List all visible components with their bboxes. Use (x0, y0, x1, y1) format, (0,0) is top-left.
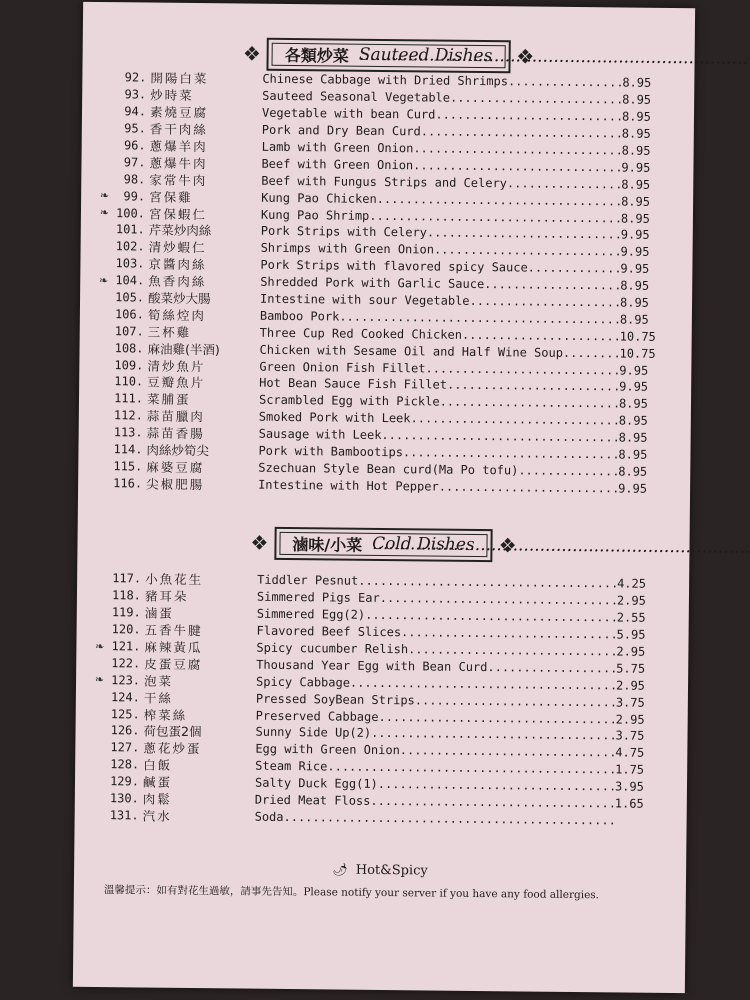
item-name-en-text: Shrimps with Green Onion (260, 241, 435, 257)
item-number: 106. (114, 307, 144, 322)
item-price: 8.95 (618, 396, 648, 412)
item-name-en-text: Tiddler Pesnut (257, 573, 359, 589)
item-name-en-text: Intestine with sour Vegetable (260, 291, 470, 308)
item-name-zh: 清炒魚片 (147, 358, 206, 374)
item-number: 111. (114, 391, 144, 406)
item-price: 2.95 (615, 678, 646, 693)
item-name-en-text: Smoked Pork with Leek (258, 409, 411, 426)
item-price: 8.95 (621, 109, 651, 124)
item-name-zh: 尖椒肥腸 (146, 476, 205, 492)
item-number: 107. (114, 323, 144, 339)
item-name-zh: 三杯雞 (147, 324, 192, 340)
item-price: 9.95 (619, 379, 649, 395)
item-name-zh: 宮保蝦仁 (148, 206, 208, 222)
item-number: 126. (110, 723, 140, 738)
item-price: 8.95 (620, 211, 650, 226)
item-number: 93. (124, 87, 147, 102)
item-name-en-text: Kung Pao Shrimp (260, 207, 370, 223)
item-price: 10.75 (619, 346, 656, 361)
item-name-zh: 五香牛腱 (144, 622, 203, 639)
item-price: 8.95 (618, 430, 648, 445)
item-number: 130. (109, 791, 139, 806)
item-number: 122. (111, 656, 141, 671)
item-name-en-text: Flavored Beef Slices (256, 623, 402, 640)
item-name-zh: 麻辣黃瓜 (144, 639, 203, 656)
item-number: 98. (123, 172, 146, 187)
item-price: 9.95 (620, 227, 650, 243)
item-number: 118. (111, 588, 142, 603)
ornament-icon: ❖ (516, 44, 535, 69)
item-name-en-text: Beef with Fungus Strips and Celery (261, 173, 508, 191)
item-name-en-text: Soda (254, 809, 284, 824)
item-price: 8.95 (622, 92, 652, 108)
item-name-en-text: Preserved Cabbage (255, 708, 379, 724)
item-number: 101. (115, 222, 145, 237)
item-price: 3.75 (615, 728, 645, 744)
item-price: 8.95 (618, 464, 648, 479)
item-name-zh: 泡菜 (143, 673, 174, 689)
item-price: 10.75 (619, 329, 656, 344)
item-price: 8.95 (619, 312, 649, 327)
item-name-zh: 蒜苗臘肉 (146, 408, 205, 425)
item-price: 4.25 (617, 576, 647, 592)
chili-pepper-icon: ❧ (99, 206, 110, 220)
item-name-zh: 炒時菜 (150, 87, 194, 104)
item-number: 115. (113, 459, 143, 474)
section-title-en: ..... Cold Dishes (372, 534, 475, 555)
item-name-en-text: Egg with Green Onion (255, 742, 400, 758)
item-name-en-text: Pork with Bambootips (258, 443, 404, 460)
item-name-en-text: Three Cup Red Cooked Chicken (259, 325, 463, 342)
cold-dishes-list (75, 570, 690, 830)
item-name-zh: 素燒豆腐 (149, 104, 209, 121)
item-name-zh: 麻油雞(半酒) (147, 341, 220, 357)
ornament-icon: ❖ (498, 533, 517, 558)
item-number: 113. (113, 425, 143, 440)
item-name-en-text: Scrambled Egg with Pickle (258, 393, 440, 409)
item-name-en-text: Sausage with Leek (258, 426, 382, 443)
section-title-frame (274, 526, 493, 561)
item-number: 97. (123, 155, 146, 170)
item-number: 114. (113, 442, 143, 457)
item-number: 100. (115, 205, 146, 221)
item-number: 104. (115, 273, 145, 288)
item-name-zh: 蔥爆羊肉 (149, 138, 208, 155)
item-name-en-text: Lamb with Green Onion (261, 139, 414, 156)
item-name-en-text: Vegetable with bean Curd (261, 105, 436, 122)
item-price: 3.95 (614, 779, 644, 794)
item-price: 3.75 (615, 695, 645, 710)
item-name-en-text: Hot Bean Sauce Fish Fillet (259, 376, 448, 393)
item-name-zh: 筍絲焢肉 (147, 307, 206, 324)
item-price: 9.95 (619, 363, 649, 378)
item-name-zh: 香干肉絲 (149, 121, 208, 138)
item-number: 95. (124, 121, 146, 136)
item-price: 2.95 (615, 712, 645, 727)
item-name-zh: 開陽白菜 (150, 70, 209, 87)
item-number: 94. (124, 104, 147, 119)
item-price: 9.95 (620, 244, 650, 260)
item-number: 119. (111, 605, 141, 620)
item-price: 2.95 (616, 644, 646, 659)
item-name-zh: 豬耳朵 (144, 588, 189, 605)
item-name-en-text: Pork and Dry Bean Curd (261, 122, 421, 139)
item-number: 112. (113, 408, 143, 423)
item-name-zh: 蔥花炒蛋 (143, 740, 202, 757)
item-price: 1.65 (614, 796, 644, 811)
ornament-icon: ❖ (242, 41, 262, 66)
item-number: 123. (111, 672, 141, 688)
chili-pepper-icon: 🌶 (332, 862, 348, 877)
item-price: 4.75 (615, 745, 645, 761)
item-name-zh: 肉絲炒筍尖 (146, 442, 210, 459)
item-price: 2.95 (616, 593, 646, 609)
item-number: 103. (115, 256, 145, 271)
item-number: 116. (113, 475, 143, 491)
item-name-en-text: Sunny Side Up(2) (255, 725, 372, 741)
item-price: 9.95 (621, 160, 651, 175)
item-price: 1.75 (615, 762, 645, 777)
item-price: 8.95 (622, 75, 652, 91)
sauteed-dishes-list (78, 69, 694, 498)
item-price: 8.95 (618, 447, 648, 462)
item-name-en-text: Bamboo Pork (259, 308, 340, 324)
item-number: 96. (123, 138, 146, 153)
item-name-en-text: Spicy cucumber Relish (256, 640, 409, 657)
item-number: 128. (110, 757, 140, 772)
item-name-en-text: Chicken with Sesame Oil and Half Wine Soup (259, 342, 564, 360)
item-name-zh: 干絲 (143, 690, 173, 706)
item-number: 121. (111, 639, 141, 654)
item-name-en-text: Beef with Green Onion (261, 156, 414, 173)
item-price: 8.95 (621, 126, 651, 141)
item-name-en-text: Pork Strips with Celery (260, 224, 428, 240)
item-name-en-text: Szechuan Style Bean curd(Ma Po tofu) (258, 460, 519, 478)
item-name-zh: 滷蛋 (144, 605, 174, 622)
item-name-zh: 鹹蛋 (142, 774, 173, 790)
section-title-zh: 滷味/小菜 (292, 534, 363, 555)
item-name-zh: 皮蛋豆腐 (144, 656, 203, 673)
item-number: 125. (110, 706, 140, 722)
allergy-notice: 溫馨提示：如有對花生過敏，請事先告知。Please notify your server if you have any food allergies. (103, 884, 600, 902)
item-name-en-text: Intestine with Hot Pepper (258, 477, 439, 494)
legend-text: Hot&Spicy (355, 862, 428, 879)
item-price: 5.95 (616, 627, 646, 642)
item-price: 8.95 (621, 194, 651, 209)
chili-pepper-icon: ❧ (94, 673, 105, 687)
item-name-zh: 京醬肉絲 (148, 256, 207, 273)
item-name-zh: 芹菜炒肉絲 (148, 222, 212, 239)
item-name-zh: 魚香肉絲 (148, 273, 207, 290)
legend (74, 860, 686, 881)
item-number: 92. (124, 70, 147, 85)
item-name-en-text: Salty Duck Egg(1) (254, 775, 378, 792)
item-name-en (258, 477, 618, 495)
item-name-zh: 酸菜炒大腸 (147, 290, 211, 307)
item-name-zh: 榨菜絲 (143, 707, 188, 723)
item-number: 108. (114, 340, 144, 356)
item-price: 2.55 (616, 610, 646, 625)
section-title-frame (267, 37, 511, 73)
item-price (615, 820, 687, 821)
item-number: 127. (110, 740, 140, 755)
item-price: 5.75 (616, 661, 646, 676)
item-name-zh: 汽水 (142, 808, 172, 824)
item-price: 9.95 (620, 261, 650, 276)
item-name-zh: 清炒蝦仁 (148, 239, 207, 256)
item-name-en-text: Pork Strips with flavored spicy Sauce (260, 257, 528, 275)
item-name-en-text: Dried Meat Floss (254, 792, 371, 808)
section-header-cold (77, 521, 689, 567)
item-price: 8.95 (618, 413, 648, 429)
menu-page (73, 2, 695, 993)
item-price: 8.95 (621, 143, 651, 158)
item-number: 117. (112, 571, 142, 586)
item-price: 9.95 (618, 481, 648, 496)
item-number: 131. (109, 808, 139, 823)
chili-pepper-icon: ❧ (95, 639, 105, 653)
item-name-en (255, 810, 615, 828)
item-name-zh: 菜脯蛋 (146, 391, 191, 408)
item-name-zh: 麻婆豆腐 (146, 459, 205, 476)
item-name-zh: 豆瓣魚片 (147, 374, 206, 391)
item-name-zh: 家常牛肉 (149, 172, 208, 188)
section-title-en: ..... Sauteed Dishes (359, 45, 493, 66)
section-title-zh: 各類炒菜 (284, 45, 349, 66)
item-price: 8.95 (621, 177, 651, 192)
item-number: 124. (110, 689, 140, 705)
item-name-en-text: Sauteed Seasonal Vegetable (262, 89, 451, 105)
item-name-zh: 小魚花生 (145, 571, 204, 588)
item-name-zh: 肉鬆 (142, 791, 172, 807)
item-name-en-text: Simmered Egg(2) (256, 606, 366, 623)
item-number: 99. (123, 188, 146, 204)
item-name-en-text: Simmered Pigs Ear (256, 590, 380, 606)
item-name-zh: 蒜苗香腸 (146, 425, 205, 442)
item-name-zh: 荷包蛋2個 (143, 723, 202, 740)
item-number: 109. (114, 357, 144, 373)
chili-pepper-icon: ❧ (99, 189, 110, 203)
item-name-en-text: Spicy Cabbage (255, 674, 351, 690)
item-name-zh: 白飯 (143, 757, 173, 774)
item-number: 129. (110, 774, 140, 789)
item-price: 8.95 (620, 278, 650, 293)
item-price: 8.95 (619, 295, 650, 310)
ornament-icon: ❖ (250, 530, 269, 555)
item-name-zh: 蔥爆牛肉 (149, 155, 208, 172)
item-name-en-text: Green Onion Fish Fillet (259, 359, 426, 376)
chili-pepper-icon: ❧ (98, 273, 109, 287)
item-name-zh: 宮保雞 (149, 189, 193, 205)
item-name-en-text: Thousand Year Egg with Bean Curd (256, 657, 488, 674)
item-name-en-text: Pressed SoyBean Strips (255, 691, 415, 708)
item-name-en-text: Steam Rice (255, 758, 328, 774)
item-number: 105. (115, 290, 145, 305)
item-number: 120. (111, 622, 141, 637)
item-name-en-text: Kung Pao Chicken (261, 190, 377, 206)
item-number: 102. (115, 239, 145, 254)
item-number: 110. (114, 374, 144, 389)
item-name-en-text: Chinese Cabbage with Dried Shrimps (262, 72, 509, 89)
item-name-en-text: Shredded Pork with Garlic Sauce (260, 274, 485, 292)
